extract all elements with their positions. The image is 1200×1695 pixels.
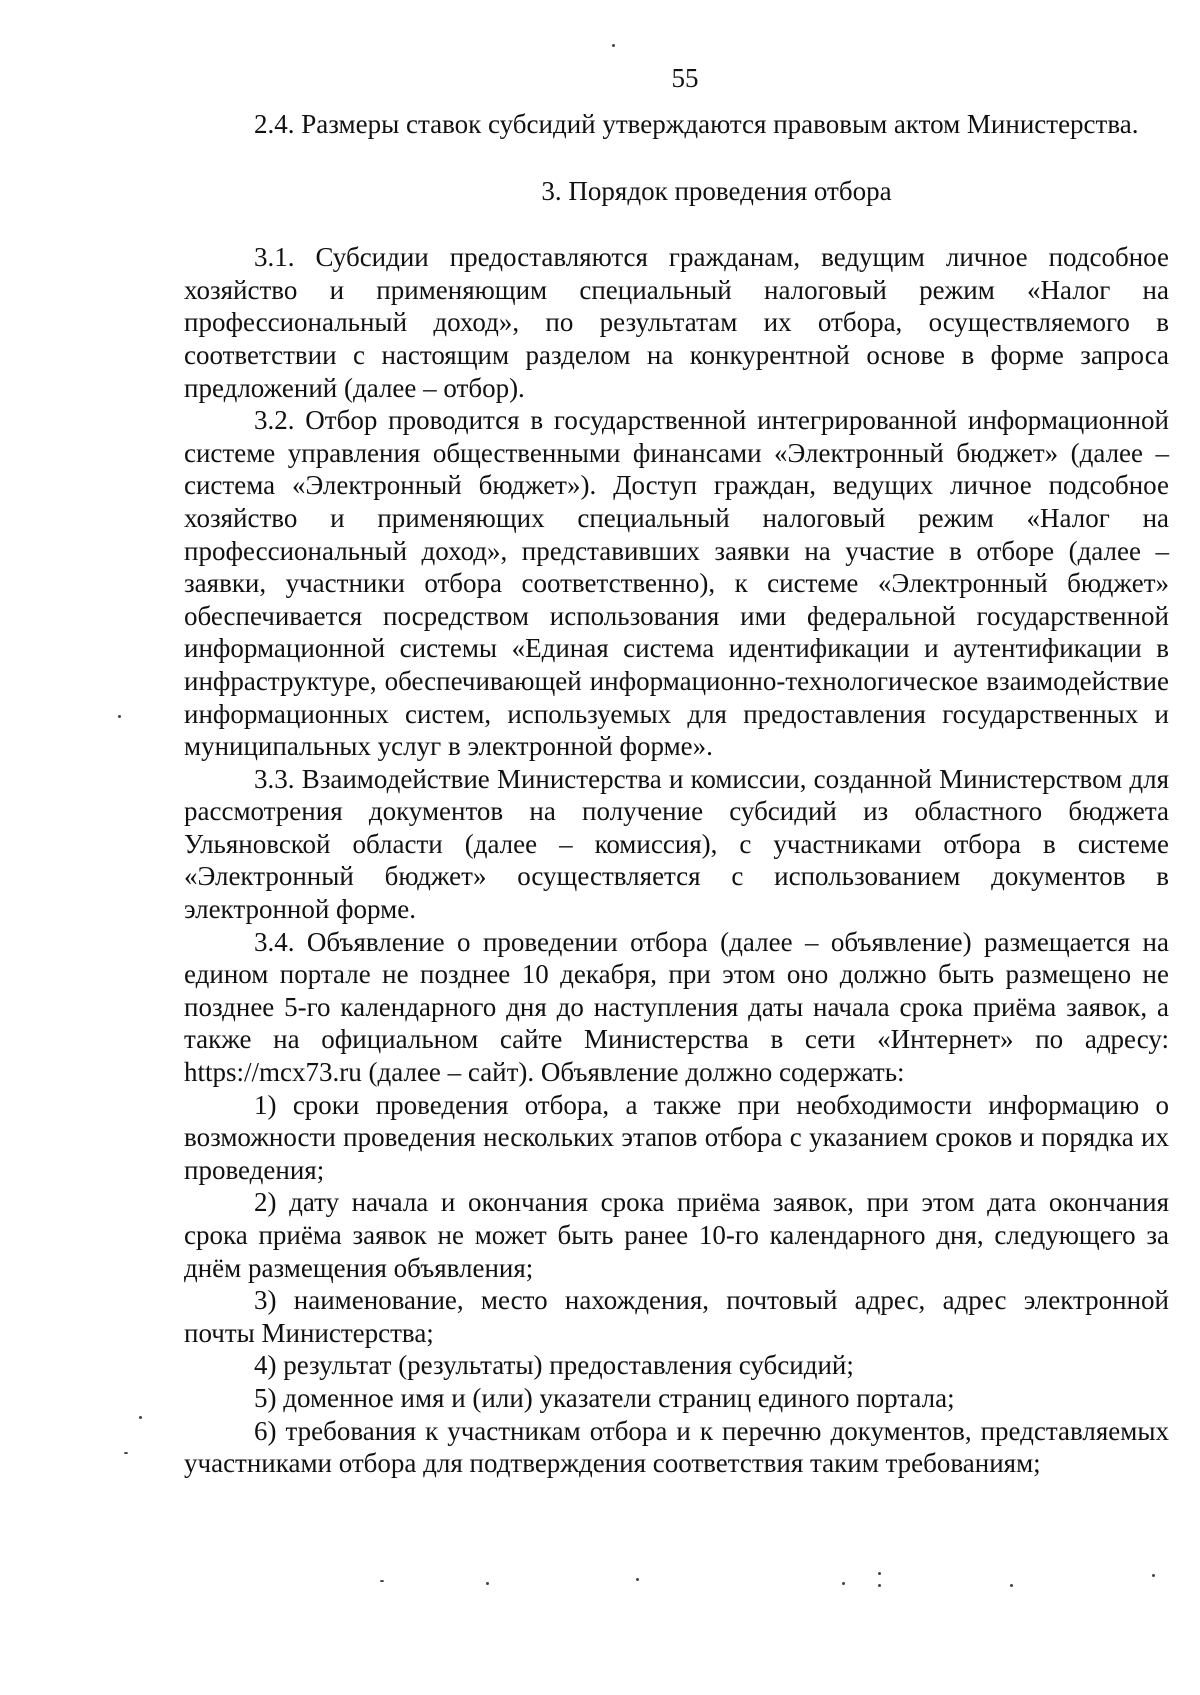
scan-speck xyxy=(486,1582,489,1585)
scan-speck xyxy=(1152,1574,1155,1577)
paragraph-3-4: 3.4. Объявление о проведении отбора (далее – объявление) размещается на едином портале не позднее 10 декабря, при этом оно должно быть размещено не позднее 5-го календарного дня до наступления даты начала срока приёма заявок, а также на официальном сайте Министерства в сети «Интернет» по адресу: https://mcx73.ru (далее – сайт). Объявление должно содержать: xyxy=(184,926,1169,1088)
section-heading: 3. Порядок проведения отбора xyxy=(541,175,892,206)
scan-speck xyxy=(878,1584,881,1587)
list-item-2: 2) дату начала и окончания срока приёма заявок, при этом дата окончания срока приёма заявок не может быть ранее 10-го календарного дня, следующего за днём размещения объявления; xyxy=(184,1187,1169,1283)
scan-speck xyxy=(612,44,615,47)
scan-speck xyxy=(118,715,121,718)
scan-speck xyxy=(842,1582,845,1585)
scan-speck xyxy=(139,1416,142,1419)
scan-speck xyxy=(878,1572,881,1575)
paragraph-2-4: 2.4. Размеры ставок субсидий утверждаются правовым актом Министерства. xyxy=(254,109,1139,139)
list-item-5: 5) доменное имя и (или) указатели страниц единого портала; xyxy=(254,1382,955,1413)
page-number: 55 xyxy=(671,63,699,93)
paragraph-3-3: 3.3. Взаимодействие Министерства и комиссии, созданной Министерством для рассмотрения документов на получение субсидий из областного бюджета Ульяновской области (далее – комиссия), с участниками отбора в системе «Электронный бюджет» осуществляется с использованием документов в электронной форме. xyxy=(184,763,1169,925)
paragraph-3-1: 3.1. Субсидии предоставляются гражданам, ведущим личное подсобное хозяйство и применяющим специальный налоговый режим «Налог на профессиональный доход», по результатам их отбора, осуществляемого в соответствии с настоящим разделом на конкурентной основе в форме запроса предложений (далее – отбор). xyxy=(184,242,1169,403)
list-item-4: 4) результат (результаты) предоставления субсидий; xyxy=(254,1350,854,1381)
document-body xyxy=(184,108,1169,1480)
scan-speck xyxy=(1010,1584,1013,1587)
list-item-1: 1) сроки проведения отбора, а также при необходимости информацию о возможности проведения нескольких этапов отбора с указанием сроков и порядка их проведения; xyxy=(184,1089,1169,1185)
list-item-3: 3) наименование, место нахождения, почтовый адрес, адрес электронной почты Министерства; xyxy=(184,1285,1169,1348)
paragraph-3-2: 3.2. Отбор проводится в государственной интегрированной информационной системе управления общественными финансами «Электронный бюджет» (далее – система «Электронный бюджет»). Доступ граждан, ведущих личное подсобное хозяйство и применяющих специальный налоговый режим «Налог на профессиональный доход», представивших заявки на участие в отборе (далее – заявки, участники отбора соответственно), к системе «Электронный бюджет» обеспечивается посредством использования ими федеральной государственной информационной системы «Единая система идентификации и аутентификации в инфраструктуре, обеспечивающей информационно-технологическое взаимодействие информационных систем, используемых для предоставления государственных и муниципальных услуг в электронной форме». xyxy=(184,405,1169,762)
scan-speck xyxy=(380,1580,384,1582)
list-item-6: 6) требования к участникам отбора и к перечню документов, представляемых участниками отбора для подтверждения соответствия таким требованиям; xyxy=(184,1415,1169,1479)
scan-speck xyxy=(124,1452,128,1454)
scan-speck xyxy=(636,1578,639,1581)
